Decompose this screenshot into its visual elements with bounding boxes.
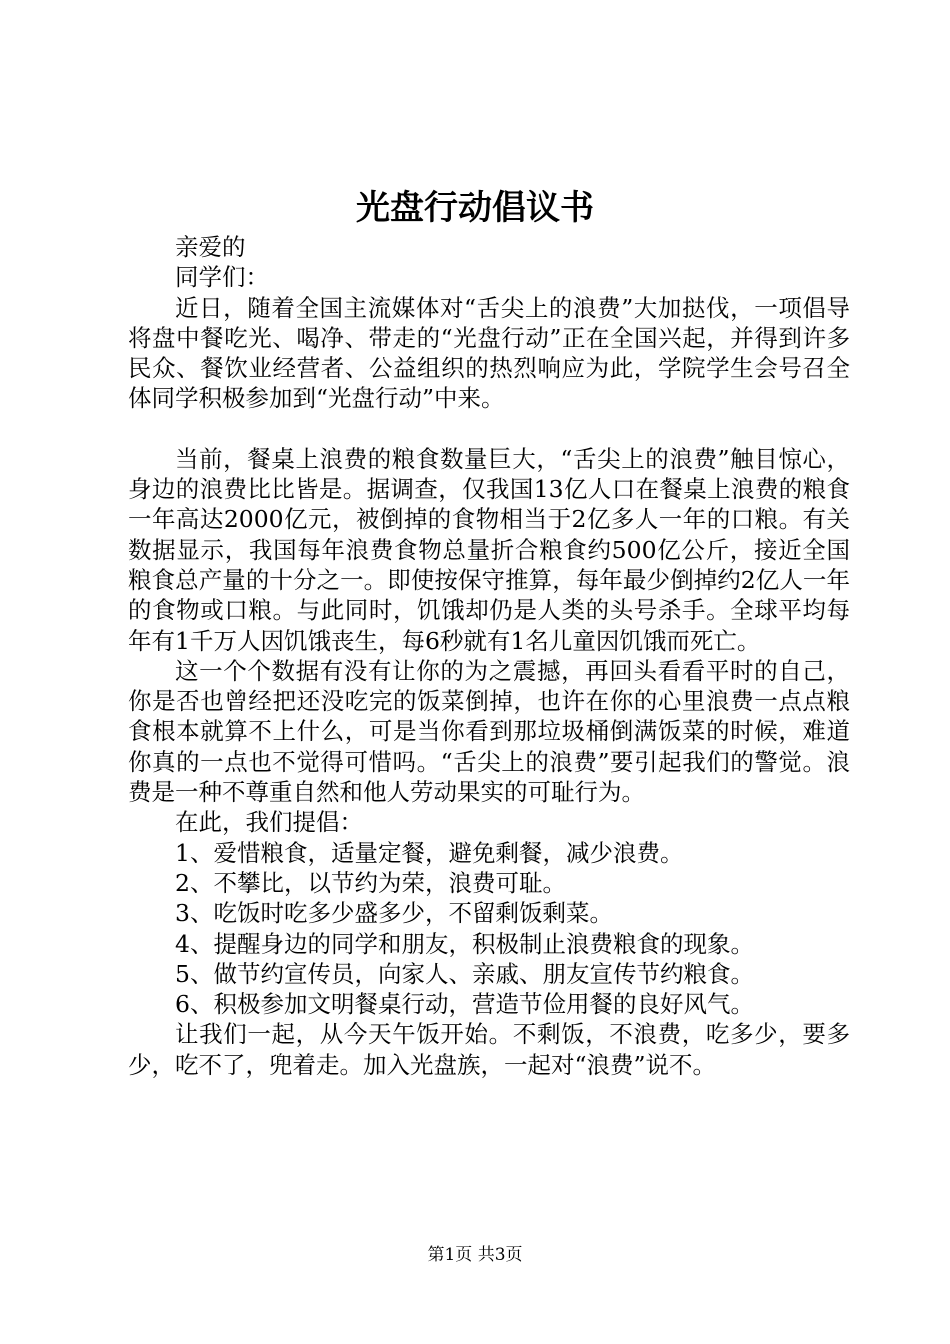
proposal-item: 3、吃饭时吃多少盛多少，不留剩饭剩菜。 [175,899,613,928]
proposal-item: 5、做节约宣传员，向家人、亲戚、朋友宣传节约粮食。 [175,959,754,988]
paragraph-statistics: 当前，餐桌上浪费的粮食数量巨大，“舌尖上的浪费”触目惊心，身边的浪费比比皆是。据调查，仅我国13亿人口在餐桌上浪费的粮食一年高达2000亿元，被倒掉的食物相当于2亿多人一年的口粮。有关数据显示，我国每年浪费食物总量折合粮食约500亿公斤，接近全国粮食总产量的十分之一。即使按保守推算，每年最少倒掉约2亿人一年的食物或口粮。与此同时，饥饿却仍是人类的头号杀手。全球平均每年有1千万人因饥饿丧生，每6秒就有1名儿童因饥饿而死亡。 [128,444,850,655]
proposal-item: 2、不攀比，以节约为荣，浪费可耻。 [175,868,566,897]
paragraph-gap [128,414,850,444]
proposal-item: 6、积极参加文明餐桌行动，营造节俭用餐的良好风气。 [175,990,754,1019]
salutation-line-1: 亲爱的 [175,233,246,261]
paragraph-intro: 近日，随着全国主流媒体对“舌尖上的浪费”大加挞伐，一项倡导将盘中餐吃光、喝净、带走的“光盘行动”正在全国兴起，并得到许多民众、餐饮业经营者、公益组织的热烈响应为此，学院学生会号召全体同学积极参加到“光盘行动”中来。 [128,293,850,413]
document-title: 光盘行动倡议书 [356,188,594,228]
proposal-item: 1、爱惜粮食，适量定餐，避免剩餐，减少浪费。 [175,838,684,867]
page-footer: 第1页 共3页 [427,1245,523,1265]
proposal-item: 4、提醒身边的同学和朋友，积极制止浪费粮食的现象。 [175,929,754,958]
salutation-line-2: 同学们： [175,263,269,292]
closing-paragraph: 让我们一起，从今天午饭开始。不剩饭，不浪费，吃多少，要多少，吃不了，兜着走。加入光盘族，一起对“浪费”说不。 [128,1020,850,1079]
proposal-intro: 在此，我们提倡： [175,808,363,837]
paragraph-reflection: 这一个个数据有没有让你的为之震撼，再回头看看平时的自己，你是否也曾经把还没吃完的饭菜倒掉，也许在你的心里浪费一点点粮食根本就算不上什么，可是当你看到那垃圾桶倒满饭菜的时候，难道你真的一点也不觉得可惜吗。“舌尖上的浪费”要引起我们的警觉。浪费是一种不尊重自然和他人劳动果实的可耻行为。 [128,656,850,807]
document-body [128,232,850,1080]
